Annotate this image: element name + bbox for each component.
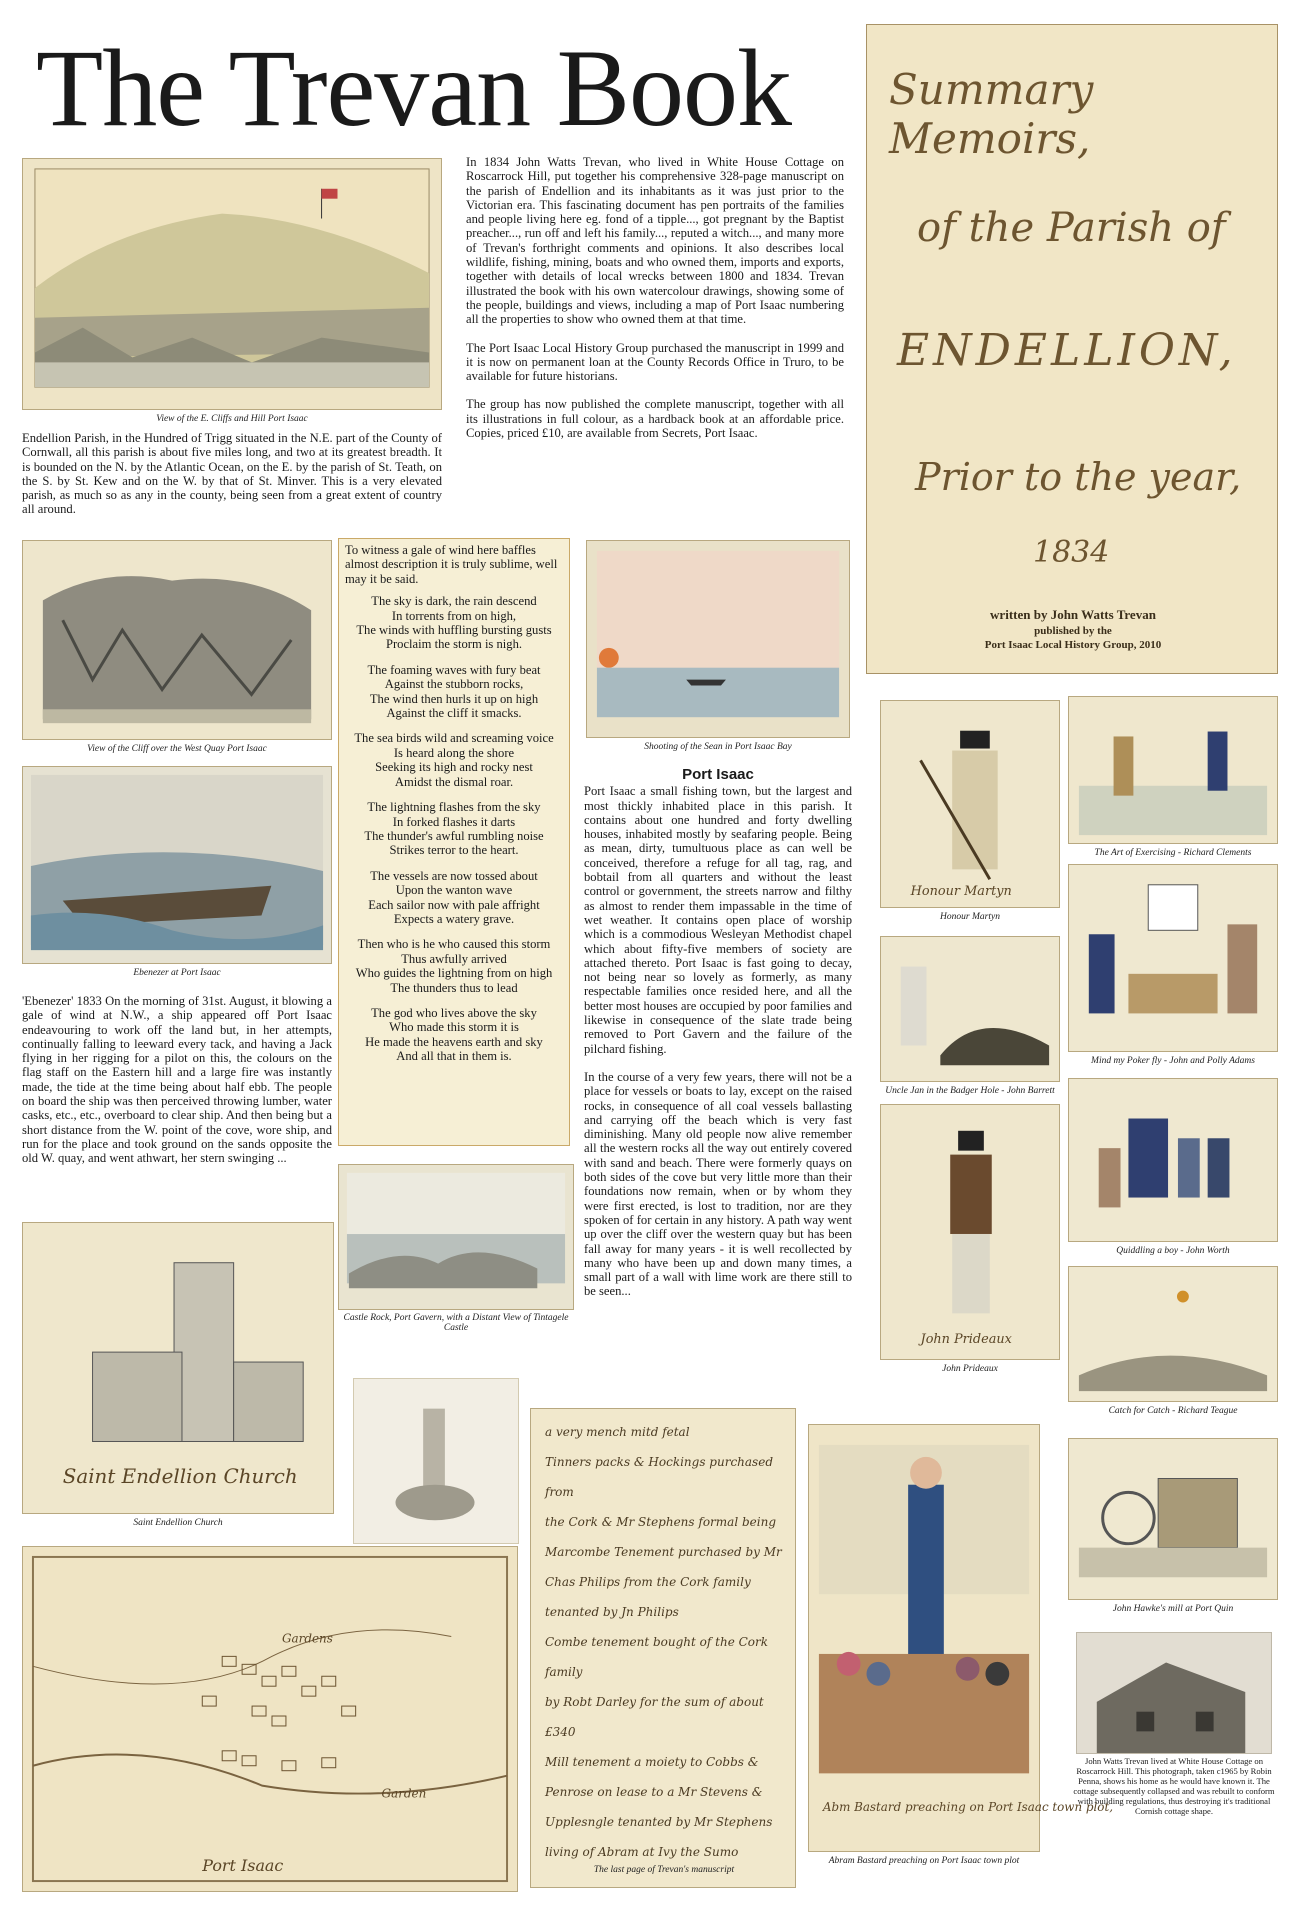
poem-line: Expects a watery grave. [393,911,515,926]
poem-line: Strikes terror to the heart. [389,843,519,858]
hawke-mill-caption: John Hawke's mill at Port Quin [1112,1604,1234,1614]
manuscript-last-page [530,1408,796,1888]
poem-stanza [345,800,563,858]
poem-line: The winds with huffling bursting gusts [356,623,552,638]
cover-line-4: Prior to the year, [915,455,1242,499]
e-cliffs-caption: View of the E. Cliffs and Hill Port Isaac [156,414,308,424]
port-isaac-section [584,768,852,1299]
intro-paragraph-1: In 1834 John Watts Trevan, who lived in White House Cottage on Roscarrock Hill, put together his comprehensive 328-page manuscript on the parish of Endellion and its inhabitants as it was just prior to the Victorian era. This fascinating document has pen portraits of the families and people living here eg. fond of a tipple..., got pregnant by the Baptist preacher..., run off and left his family..., reputed a witch..., and many more of Trevan's forthright comments and opinions. It also describes local wildlife, fishing, mining, boats and who owned them, imports and exports, together with details of local wrecks between 1800 and 1834. Trevan illustrated the book with his own watercolour drawings, showing some of the people, buildings and views, including a map of Port Isaac numbering all the properties to show who owned them at that time. [466,155,844,327]
ebenezer-caption: Ebenezer at Port Isaac [133,968,221,978]
manuscript-line: the Cork & Mr Stephens formal being [545,1515,777,1529]
manuscript-line: Tinners packs & Hockings purchased from [545,1455,773,1499]
ebenezer-text: 'Ebenezer' 1833 On the morning of 31st. August, it blowing a gale of wind at N.W., a ship appeared off Port Isaac endeavouring to work off the land but, in her attempts, continually falling to leeward every tack, and having a Jack flying in her rigging for a pilot on this, the colours on the flag staff on the Eastern hill and a large fire was instantly made, the tide at the time being about half ebb. The people on board the ship was then perceived throwing lumber, water casks, etc., etc., overboard to clear ship. And then being but a short distance from the W. point of the cove, wore ship, and run for the place and took ground on the sands opposite the old W. quay, and went athwart, her stern swinging ... [22,994,332,1166]
hawke-mill-painting [1068,1438,1278,1600]
west-quay-caption: View of the Cliff over the West Quay Port Isaac [87,744,267,754]
quiddling-caption: Quiddling a boy - John Worth [1116,1246,1230,1256]
abram-caption: Abram Bastard preaching on Port Isaac town plot [828,1856,1020,1866]
john-prideaux-painting [880,1104,1060,1360]
honour-caption: Honour Martyn [940,912,1000,922]
poem-line: The thunders thus to lead [390,980,518,995]
port-isaac-paragraph-1: Port Isaac a small fishing town, but the largest and most thickly inhabited place in this parish. It contains about one hundred and forty dwelling houses, inhabited mostly by seafaring people. Being as mean, dirty, tumultuous place as can well be conceived, therefore a refuge for all tag, rag, and bobtail from all quarters and without the least control or government, the streets narrow and filthy as almost to render them impassable in the time of wet weather. It contains open place of worship which is a commodious Wesleyan Methodist chapel which about fifty-five members of society are attached thereto. Port Isaac is fast going to decay, not being near so lovely as formerly, as many respectable families once resided here, and all the better most houses are occupied by poor families and likewise in consequence of the slate trade being removed to Port Gavern and the failure of the pilchard fishing. [584,784,852,1056]
manuscript-line: Penrose on lease to a Mr Stevens & [545,1785,763,1799]
poem-intro: To witness a gale of wind here baffles almost description it is truly sublime, well may it be said. [345,543,558,586]
port-isaac-heading: Port Isaac [682,766,754,783]
intro-paragraph-3: The group has now published the complete manuscript, together with all its illustrations in full colour, as a hardback book at an affordable price. Copies, priced £10, are available from Secrets, Port Isaac. [466,397,844,441]
last-page-caption: The last page of Trevan's manuscript [593,1865,735,1875]
manuscript-line: tenanted by Jn Philips [545,1605,679,1619]
manuscript-line: by Robt Darley for the sum of about [545,1695,764,1709]
poker-caption: Mind my Poker fly - John and Polly Adams [1091,1056,1255,1066]
poem-line: The foaming waves with fury beat [367,662,541,677]
prideaux-caption: John Prideaux [942,1364,998,1374]
poem-line: Proclaim the storm is nigh. [385,637,523,652]
intro-paragraph-2: The Port Isaac Local History Group purchased the manuscript in 1999 and it is now on permanent loan at the County Records Office in Truro, to be available for future historians. [466,340,844,384]
poem-line: In torrents from on high, [391,608,517,623]
poem-line: The lightning flashes from the sky [367,800,541,815]
stone-cross-drawing [353,1378,519,1544]
poem-line: In forked flashes it darts [392,814,516,829]
poem-box [338,538,570,1146]
poem-line: Upon the wanton wave [395,883,513,898]
poem-line: Amidst the dismal roar. [394,774,514,789]
poem-line: He made the heavens earth and sky [365,1034,543,1049]
poem-line: The wind then hurls it up on high [369,691,539,706]
seine-shooting-painting [586,540,850,738]
abram-handwritten-label: Abm Bastard preaching on Port Isaac town plot, [822,1800,1114,1815]
intro-text [466,155,844,440]
poem-line: Seeking its high and rocky nest [375,760,533,775]
art-of-exercising-painting [1068,696,1278,844]
cottage-caption: John Watts Trevan lived at White House Cottage on Roscarrock Hill. This photograph, taken c1965 by Robin Penna, shows his home as he would have known it. The cottage subsequently collapsed and was rebuilt to conform with building regulations, thus destroying it's traditional Cornish cottage shape. [1073,1756,1275,1816]
poem-line: The god who lives above the sky [371,1005,537,1020]
poem-line: The sea birds wild and screaming voice [354,731,554,746]
manuscript-line: Chas Philips from the Cork family [545,1575,751,1589]
ebenezer-painting [22,766,332,964]
honour-handwritten-label: Honour Martyn [910,884,1012,900]
cover-line-2: of the Parish of [917,205,1226,251]
poker-painting [1068,864,1278,1052]
poem-stanza [345,869,563,927]
white-house-cottage-photo [1076,1632,1272,1754]
e-cliffs-painting [22,158,442,410]
manuscript-line: living of Abram at Ivy the Sumo [545,1845,739,1859]
poem-line: And all that in them is. [396,1049,512,1064]
poem-stanza [345,937,563,995]
exercising-caption: The Art of Exercising - Richard Clements [1094,848,1252,858]
poem-stanza [345,1006,563,1064]
church-caption: Saint Endellion Church [133,1518,223,1528]
poem-line: Against the stubborn rocks, [384,677,524,692]
church-handwritten-label: Saint Endellion Church [62,1465,298,1489]
uncle-jan-painting [880,936,1060,1082]
cover-line-1: Summary Memoirs, [889,65,1094,163]
map-label-garden: Garden [381,1786,427,1801]
poem-line: Who guides the lightning from on high [355,966,553,981]
honour-martyn-painting [880,700,1060,908]
endellion-parish-text: Endellion Parish, in the Hundred of Trigg situated in the N.E. part of the County of Cornwall, all this parish is about five miles long, and two at its greatest breadth. It is bounded on the N. by the Atlantic Ocean, on the E. by the parish of St. Teath, on the S. by St. Kew and on the W. by that of St. Minver. This is a very elevated parish, as much so as any in the county, being seen from a great extent of country all around. [22,431,442,517]
cover-credit-published: published by the [1034,625,1112,637]
poem-stanza [345,663,563,721]
book-cover [866,24,1278,674]
poem-line: The sky is dark, the rain descend [371,594,537,609]
cover-credit-author: written by John Watts Trevan [990,607,1156,622]
seine-caption: Shooting of the Sean in Port Isaac Bay [644,742,792,752]
manuscript-line: Mill tenement a moiety to Cobbs & [545,1755,759,1769]
catch-caption: Catch for Catch - Richard Teague [1108,1406,1238,1416]
uncle-jan-caption: Uncle Jan in the Badger Hole - John Barrett [885,1086,1055,1096]
cover-line-5: 1834 [1033,535,1110,570]
manuscript-line: Combe tenement bought of the Cork family [545,1635,769,1679]
cover-credit-group: Port Isaac Local History Group, 2010 [984,639,1162,651]
map-label-gardens: Gardens [281,1631,333,1646]
poem-stanza [345,594,563,652]
castle-rock-painting [338,1164,574,1310]
poem-line: Who made this storm it is [389,1020,519,1035]
west-quay-cliff-painting [22,540,332,740]
poem-line: Thus awfully arrived [401,951,507,966]
poem-line: The thunder's awful rumbling noise [364,828,544,843]
page-title: The Trevan Book [36,27,791,149]
catch-for-catch-painting [1068,1266,1278,1402]
poem-line: Against the cliff it smacks. [386,706,522,721]
poem-line: Each sailor now with pale affright [368,897,540,912]
port-isaac-map [22,1546,518,1892]
manuscript-text [545,1417,785,1867]
poem-line: Is heard along the shore [393,745,515,760]
map-label-town: Port Isaac [202,1856,284,1876]
poem-line: The vessels are now tossed about [370,868,538,883]
manuscript-line: Upplesngle tenanted by Mr Stephens [545,1815,773,1829]
quiddling-painting [1068,1078,1278,1242]
poem-line: Then who is he who caused this storm [357,937,551,952]
port-isaac-paragraph-2: In the course of a very few years, there will not be a place for vessels or boats to lay, except on the raised rocks, in consequence of all coal vessels ballasting and carrying off the beach which is very fast diminishing. Many old people now alive remember all the western rocks all the way out entirely covered with sand and beach. There were formerly quays on both sides of the cove but very little more than their foundations now remain, when or by whom they were first erected, is lost to tradition, nor are they spoken of for certain in any history. A path way went up over the cliff over the western quay but has been fall away for many years - it is well recollected by many who have been up and down many times, a small part of a wall with lime work are there still to be seen... [584,1069,852,1299]
castle-rock-caption: Castle Rock, Port Gavern, with a Distant View of Tintagele Castle [343,1313,569,1333]
endellion-church-painting [22,1222,334,1514]
manuscript-line: a very mench mitd fetal [545,1425,690,1439]
cover-line-3: ENDELLION, [897,325,1237,376]
manuscript-line: Marcombe Tenement purchased by Mr [545,1545,782,1559]
abram-bastard-painting [808,1424,1114,1852]
prideaux-handwritten-label: John Prideaux [920,1332,1012,1348]
poem-stanza [345,731,563,789]
manuscript-line: £340 [545,1725,576,1739]
